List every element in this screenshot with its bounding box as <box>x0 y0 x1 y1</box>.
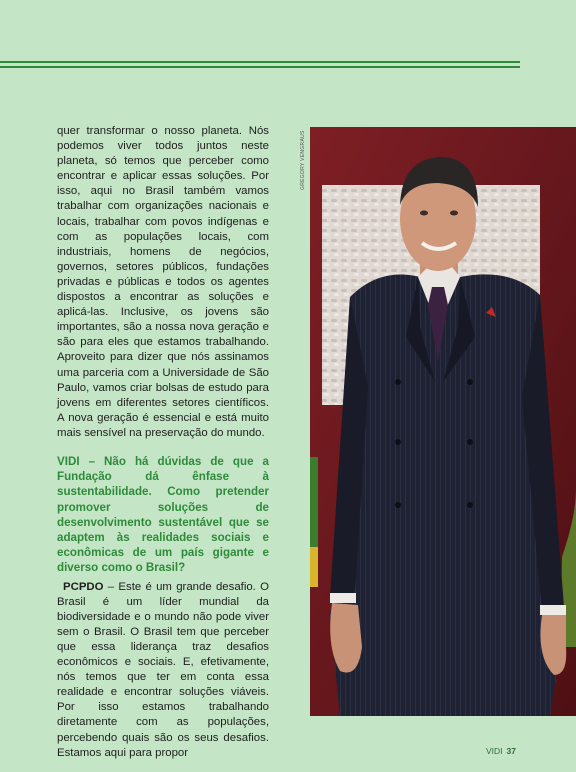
interview-answer <box>57 580 269 761</box>
photo-credit: GREGORY VENGRAUS <box>300 130 306 190</box>
answer-text: – Este é um grande desafio. O Brasil é um líder mundial da biodiversidade e o mundo não pode viver sem o Brasil. O Brasil tem que perceber que essa liderança traz desafios econômicos e sociais. E, efetivamente, nós temos que ter em conta essa realidade e encontrar soluções viáveis. Por isso estamos trabalhando diretamente com as populações, percebendo quais são os seus desafios. Estamos aqui para propor <box>57 580 269 759</box>
interview-question: VIDI – Não há dúvidas de que a Fundação dá ênfase à sustentabilidade. Como pretender promover soluções de desenvolvimento sustentável que se adaptem às realidades sociais e econômicas de um país gigante e diverso como o Brasil? <box>57 454 269 575</box>
article-column <box>57 124 269 761</box>
magazine-name: VIDI <box>486 746 503 756</box>
page-footer <box>486 746 516 756</box>
answer-speaker: PCPDO <box>63 580 104 593</box>
portrait-illustration <box>310 127 576 716</box>
portrait-photo <box>310 127 576 716</box>
header-rule-top <box>0 61 520 63</box>
header-rule-bottom <box>0 66 520 68</box>
article-paragraph: quer transformar o nosso planeta. Nós podemos viver todos juntos neste planeta, só temos que perceber como encontrar e aplicar essas soluções. Por isso, aqui no Brasil também vamos trabalhar com organizações nacionais e locais, trabalhar com povos indígenas e com as populações locais, com industriais, homens de negócios, governos, setores públicos, fundações privadas e públicas e todos os agentes dispostos a encontrar as soluções e aplicá-las. Inclusive, os jovens são importantes, são a nossa nova geração e são para eles que estamos trabalhando. Aproveito para dizer que nós assinamos uma parceria com a Universidade de São Paulo, vamos criar bolsas de estudo para jovens em diferentes setores científicos. A nova geração é essencial e está muito mais sensível na preservação do mundo. <box>57 125 269 439</box>
page-number: 37 <box>506 746 516 756</box>
